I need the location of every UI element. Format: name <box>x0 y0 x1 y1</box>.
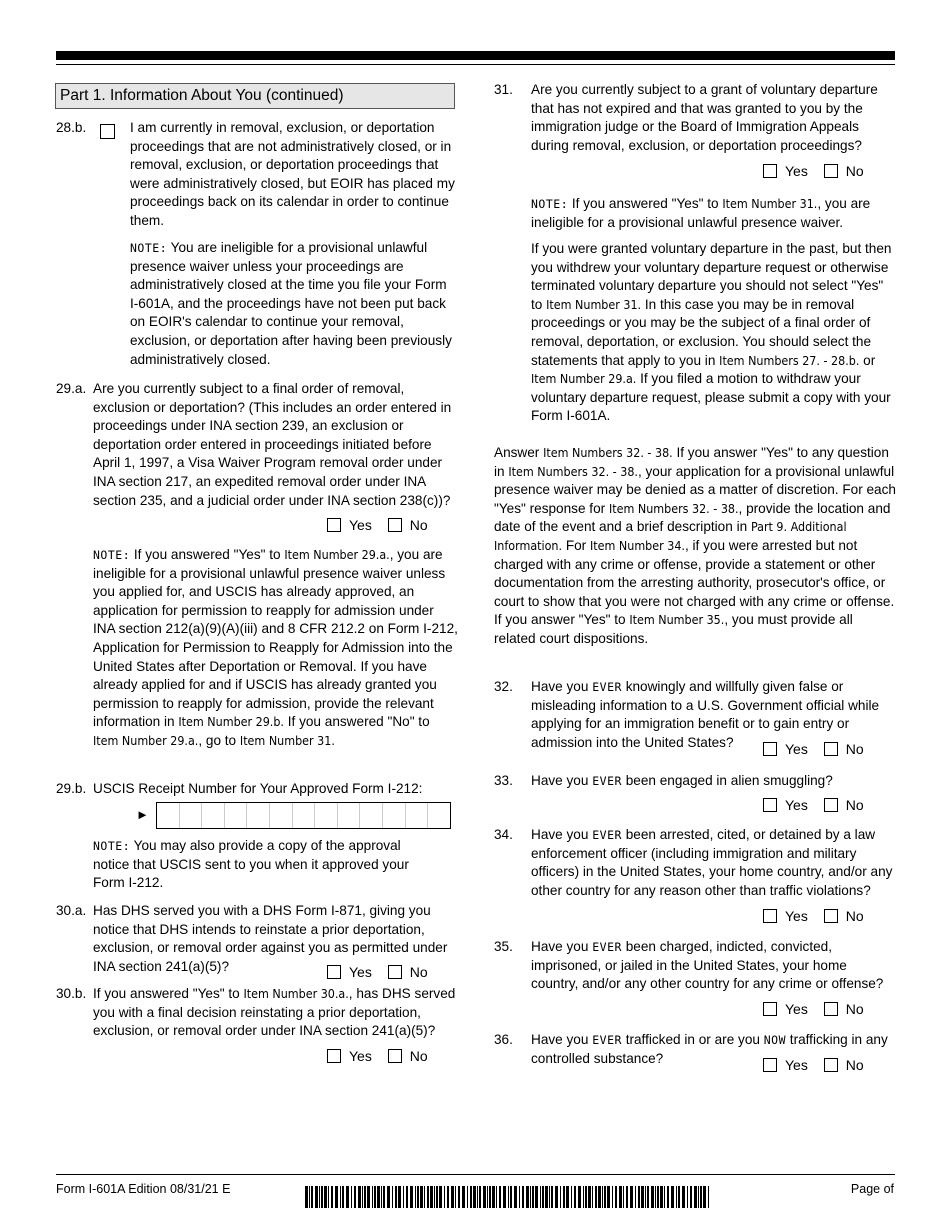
no-checkbox[interactable] <box>824 1002 838 1016</box>
item-ref: Item Numbers 32. - 38. <box>608 500 739 516</box>
text: Have you <box>531 939 593 954</box>
item-31-yes-no <box>763 162 864 180</box>
emphasis: EVER <box>592 774 622 788</box>
item-30a-yes-no <box>327 963 428 981</box>
note-text: If you answered "No" to <box>283 714 430 730</box>
yes-checkbox[interactable] <box>327 518 341 532</box>
yes-label: Yes <box>785 908 808 924</box>
yes-label: Yes <box>349 517 372 533</box>
text: Have you <box>531 827 593 842</box>
item-text: Has DHS served you with a DHS Form I-871, giving you notice that DHS intends to reinstate a prior deportation, exclusion, or removal order against you as permitted under INA section 241(a)(5)? <box>93 903 448 974</box>
item-ref: Part 9. Additional Information. <box>494 519 847 553</box>
text: , your application for a provisional unlawful presence waiver may be denied as a matter of discretion. For each "Yes" response for <box>494 463 896 516</box>
no-label: No <box>409 964 428 980</box>
yes-label: Yes <box>785 1001 808 1017</box>
yes-checkbox[interactable] <box>763 909 777 923</box>
yes-label: Yes <box>785 163 808 179</box>
yes-checkbox[interactable] <box>763 742 777 756</box>
note <box>93 837 433 893</box>
yes-checkbox[interactable] <box>763 1058 777 1072</box>
text: knowingly and willfully given false or misleading information to a U.S. Government official while applying for an immigration benefit or to gain entry or admission into the United States? <box>531 679 880 750</box>
item-ref: Item Number 31. <box>546 296 642 312</box>
item-number: 36. <box>494 1032 513 1047</box>
item-text: USCIS Receipt Number for Your Approved Form I-212: <box>93 781 423 796</box>
yes-checkbox[interactable] <box>327 965 341 979</box>
text: , if you were arrested but not charged with any crime or offense, provide a statement or other documentation from the arresting authority, prosecutor's office, or court to show that you were not charged with any crime or offense. If you answer "Yes" to <box>494 537 895 628</box>
emphasis: EVER <box>592 1033 622 1047</box>
item-text <box>531 938 896 994</box>
note-text: If you answered "Yes" to <box>130 547 285 562</box>
note-label: NOTE: <box>93 839 131 853</box>
paragraph <box>531 240 896 426</box>
text: trafficking in any controlled substance? <box>531 1032 888 1066</box>
item-text <box>531 826 896 900</box>
no-checkbox[interactable] <box>824 798 838 812</box>
item-number: 28.b. <box>56 120 87 135</box>
yes-checkbox[interactable] <box>763 164 777 178</box>
emphasis: EVER <box>592 828 622 842</box>
item-ref: Item Numbers 32. - 38. <box>508 463 638 479</box>
yes-checkbox[interactable] <box>763 1002 777 1016</box>
item-ref: Item Number 29.a. <box>284 547 390 562</box>
form-edition: Form I-601A Edition 08/31/21 E <box>56 1182 231 1196</box>
item-33-yes-no <box>763 796 864 814</box>
yes-label: Yes <box>785 797 808 813</box>
note-label: NOTE: <box>531 197 569 211</box>
text: , provide the location and date of the event and a brief description in <box>494 500 891 535</box>
note-text: , go to <box>198 732 240 748</box>
text: For <box>562 537 590 553</box>
note-text: , you are ineligible for a provisional unlawful presence waiver unless you applied for, and USCIS has already approved, an application for permission to reapply for admission under INA section 212(a)(9)(A)(iii) and 8 CFR 212.2 on Form I-212, Application for Permission to Reapply for Admission into the United States after Deportation or Removal. If you have already applied for and if USCIS has already granted you permission to reapply for admission, provide the relevant information in <box>93 547 458 730</box>
no-label: No <box>845 1057 864 1073</box>
no-label: No <box>845 1001 864 1017</box>
barcode-icon <box>305 1186 713 1208</box>
yes-checkbox[interactable] <box>763 798 777 812</box>
text: trafficked in or are you <box>621 1032 764 1047</box>
item-text <box>531 772 896 791</box>
item-34-yes-no <box>763 907 864 925</box>
no-label: No <box>845 163 864 179</box>
footer-rule <box>56 1174 895 1175</box>
item-ref: Item Number 29.a. <box>531 371 637 387</box>
no-label: No <box>845 908 864 924</box>
text: been arrested, cited, or detained by a law enforcement officer (including immigration and military officers) in the United States, your home country, and/or any other country for any reason other than traffic violations? <box>531 827 893 898</box>
item-36-yes-no <box>763 1056 864 1074</box>
item-32-yes-no <box>763 740 864 758</box>
no-checkbox[interactable] <box>824 742 838 756</box>
no-checkbox[interactable] <box>824 909 838 923</box>
item-30b-yes-no <box>327 1047 428 1065</box>
item-number: 33. <box>494 773 513 788</box>
part-title: Part 1. Information About You (continued) <box>55 83 455 109</box>
no-label: No <box>845 741 864 757</box>
arrow-icon: ► <box>136 807 149 822</box>
text: , you must provide all related court dispositions. <box>494 612 853 646</box>
text: If you answered "Yes" to <box>93 986 244 1001</box>
yes-checkbox[interactable] <box>327 1049 341 1063</box>
item-number: 30.a. <box>56 903 87 918</box>
no-label: No <box>409 517 428 533</box>
item-number: 31. <box>494 82 513 97</box>
text: If you filed a motion to withdraw your voluntary departure request, please submit a copy with your Form I-601A. <box>531 371 891 424</box>
receipt-number-input[interactable] <box>156 802 451 829</box>
instructions-paragraph <box>494 444 896 649</box>
note <box>531 195 896 232</box>
text: , has DHS served you with a final decision reinstating a prior deportation, exclusion, or removal order under INA section 241(a)(5)? <box>93 986 456 1039</box>
item-ref: Item Number 30.a. <box>243 986 349 1001</box>
top-rule <box>56 51 895 60</box>
note-text: , you are ineligible for a provisional unlawful presence waiver. <box>531 196 871 230</box>
no-checkbox[interactable] <box>824 1058 838 1072</box>
item-ref: Item Number 35. <box>629 612 725 628</box>
no-checkbox[interactable] <box>388 965 402 979</box>
item-number: 29.a. <box>56 381 87 396</box>
text: If you answer "Yes" to any question in <box>494 445 889 479</box>
text: Have you <box>531 679 593 694</box>
note-label: NOTE: <box>130 241 168 255</box>
no-checkbox[interactable] <box>388 518 402 532</box>
item-number: 29.b. <box>56 781 87 796</box>
item-ref: Item Number 29.a. <box>93 732 199 748</box>
item-ref: Item Number 34. <box>590 537 685 553</box>
emphasis: NOW <box>763 1033 787 1047</box>
emphasis: EVER <box>592 940 622 954</box>
text: been charged, indicted, convicted, imprisoned, or jailed in the United States, your home country, and/or any other country for any crime or offense? <box>531 939 884 992</box>
item-number: 30.b. <box>56 986 87 1001</box>
yes-label: Yes <box>349 964 372 980</box>
item-ref: Item Number 31. <box>722 196 818 211</box>
no-label: No <box>845 797 864 813</box>
text: or <box>859 352 876 368</box>
item-28b-checkbox[interactable] <box>100 124 115 139</box>
note <box>130 239 458 369</box>
item-29a-yes-no <box>327 516 428 534</box>
item-text <box>93 985 458 1041</box>
text: Answer <box>494 445 544 460</box>
top-thin-rule <box>56 64 895 65</box>
item-text: Are you currently subject to a final order of removal, exclusion or deportation? (This includes an order entered in proceedings under INA section 239, an exclusion or deportation order entered in proceedings initiated before April 1, 1997, a Visa Waiver Program removal order under INA section 217, an expedited removal order under INA section 235, and a judicial order under INA section 238(c))? <box>93 381 452 508</box>
yes-label: Yes <box>785 741 808 757</box>
item-number: 34. <box>494 827 513 842</box>
item-ref: Item Numbers 27. - 28.b. <box>719 352 860 368</box>
note-text: If you answered "Yes" to <box>568 196 723 211</box>
item-text: I am currently in removal, exclusion, or deportation proceedings that are not administratively closed, or in removal, exclusion, or deportation proceedings that were administratively closed, but EOIR has placed my proceedings back on its calendar in order to continue them. <box>130 120 455 228</box>
no-label: No <box>409 1048 428 1064</box>
no-checkbox[interactable] <box>388 1049 402 1063</box>
emphasis: EVER <box>592 680 622 694</box>
item-text: Are you currently subject to a grant of voluntary departure that has not expired and that was granted to you by the immigration judge or the Board of Immigration Appeals during removal, exclusion, or deportation proceedings? <box>531 82 878 153</box>
item-number: 32. <box>494 679 513 694</box>
item-ref: Item Number 29.b. <box>178 714 284 730</box>
yes-label: Yes <box>785 1057 808 1073</box>
text: In this case you may be in removal proceedings or you may be the subject of a final order of removal, deportation, or exclusion. You should select the statements that apply to you in <box>531 296 872 368</box>
note-text: You may also provide a copy of the approval notice that USCIS sent to you when it approved your Form I-212. <box>93 838 409 891</box>
text: Have you <box>531 773 593 788</box>
note <box>93 546 458 751</box>
item-35-yes-no <box>763 1000 864 1018</box>
item-ref: Item Number 31. <box>239 732 335 748</box>
note-text: You are ineligible for a provisional unlawful presence waiver unless your proceedings are administratively closed at the time you file your Form I-601A, and the proceedings have not been put back on EOIR's calendar to continue your removal, exclusion, or deportation after having been previously administratively closed. <box>130 240 452 367</box>
text: Have you <box>531 1032 593 1047</box>
note-label: NOTE: <box>93 548 131 562</box>
item-number: 35. <box>494 939 513 954</box>
no-checkbox[interactable] <box>824 164 838 178</box>
yes-label: Yes <box>349 1048 372 1064</box>
page-number: Page of <box>850 1182 894 1196</box>
item-ref: Item Numbers 32. - 38. <box>543 445 673 460</box>
text: If you were granted voluntary departure in the past, but then you withdrew your voluntary departure request or otherwise terminated voluntary departure you should not select "Yes" to <box>531 241 892 312</box>
text: been engaged in alien smuggling? <box>621 773 833 788</box>
